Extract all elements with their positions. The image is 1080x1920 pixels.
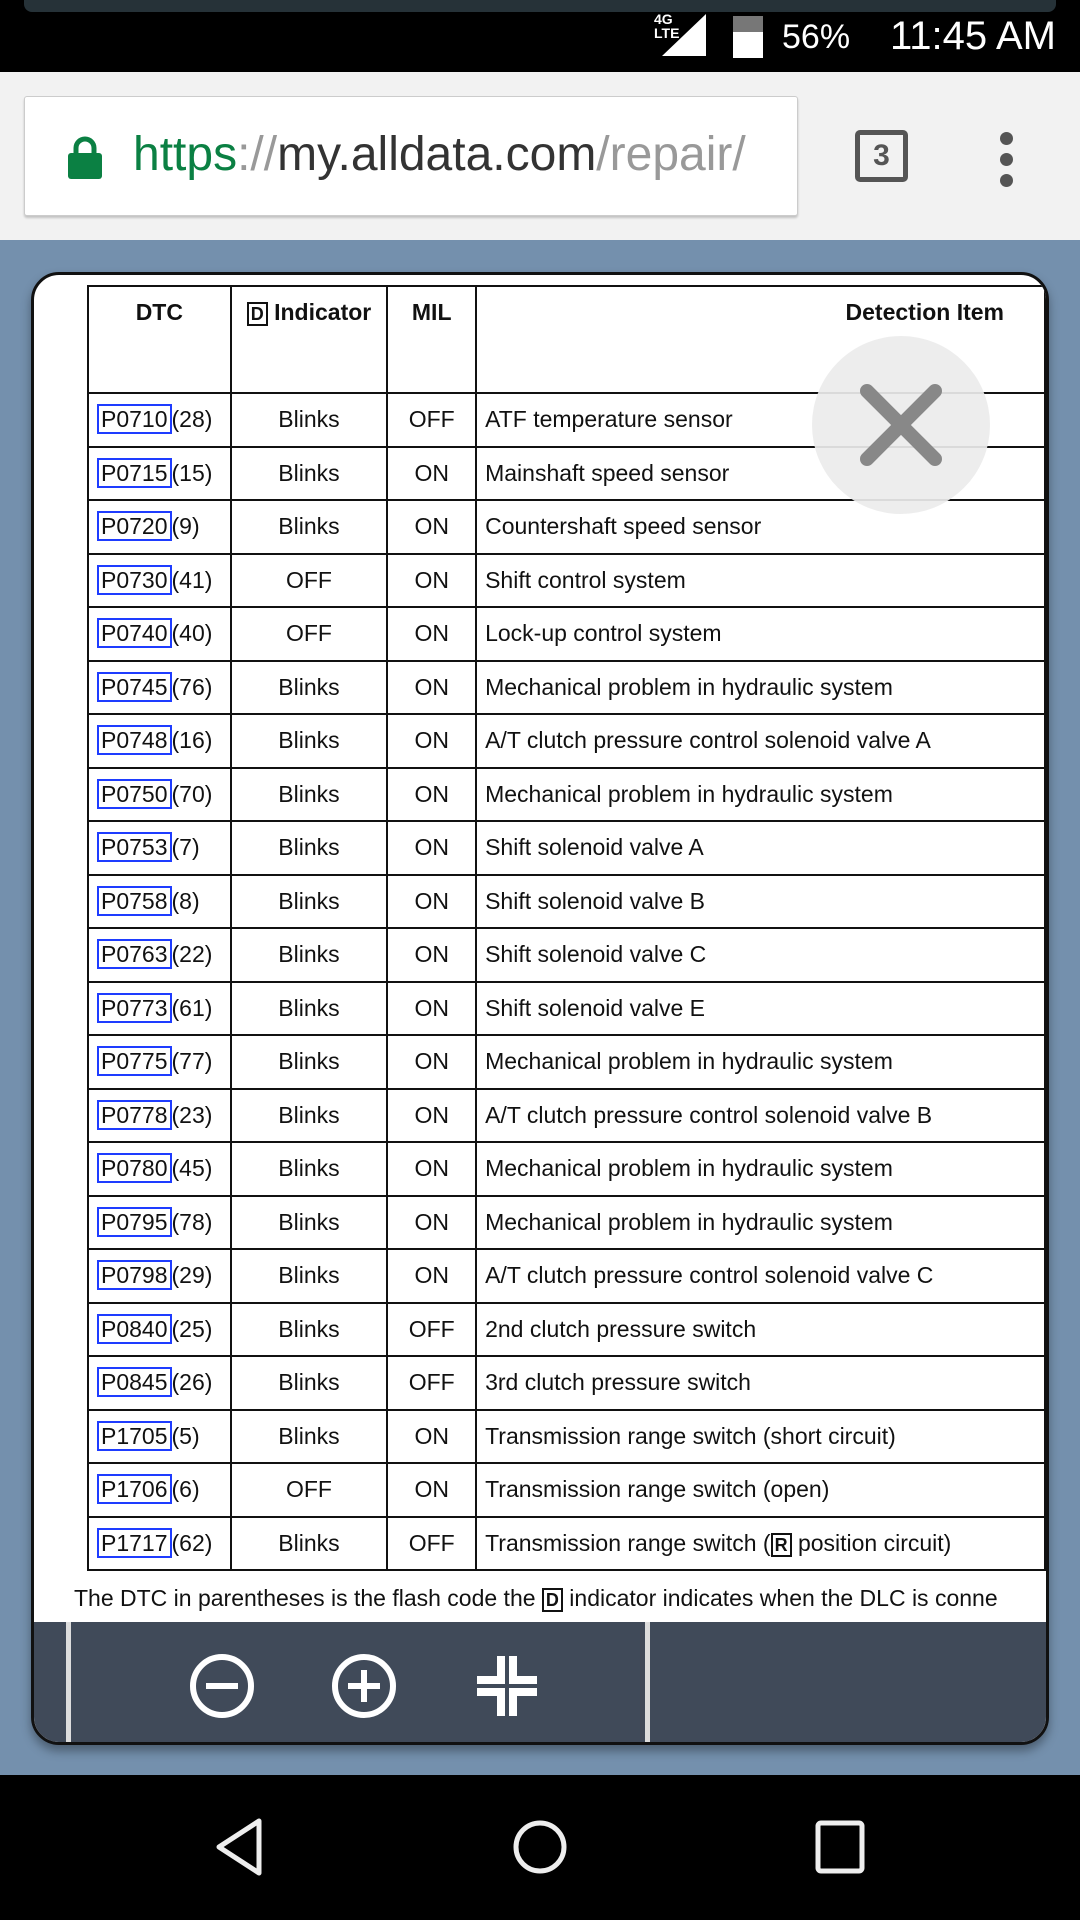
detection-item-text: Lock-up control system — [485, 620, 722, 647]
detection-item-cell — [476, 768, 1045, 822]
detection-item-text: ATF temperature sensor — [485, 406, 733, 433]
mil-cell: OFF — [387, 1356, 476, 1410]
dtc-cell — [88, 1035, 231, 1089]
url-path: /repair/ — [596, 128, 746, 181]
url-text[interactable] — [133, 127, 783, 182]
detection-item-cell — [476, 607, 1045, 661]
flash-code: (7) — [171, 834, 200, 861]
indicator-cell: Blinks — [231, 1196, 388, 1250]
detection-item-cell — [476, 714, 1045, 768]
detection-item-text: Mainshaft speed sensor — [485, 459, 730, 486]
toolbar-divider — [645, 1622, 650, 1745]
lock-icon — [67, 135, 103, 179]
flash-code: (26) — [171, 1369, 213, 1396]
indicator-cell: Blinks — [231, 1142, 388, 1196]
detection-item-text: Mechanical problem in hydraulic system — [485, 780, 893, 807]
navigation-bar — [0, 1775, 1080, 1920]
dtc-cell — [88, 393, 231, 447]
mil-cell: ON — [387, 1463, 476, 1517]
table-row — [88, 1410, 1045, 1464]
table-row — [88, 1463, 1045, 1517]
detection-item-text-end: position circuit) — [791, 1529, 952, 1556]
flash-code: (78) — [171, 1208, 213, 1235]
dtc-code-link[interactable]: P0780 — [97, 1153, 172, 1183]
status-bar — [0, 0, 1080, 72]
detection-item-text: Transmission range switch (open) — [485, 1476, 830, 1503]
indicator-cell: Blinks — [231, 1249, 388, 1303]
flash-code: (28) — [171, 406, 213, 433]
flash-code: (5) — [171, 1422, 200, 1449]
dtc-code-link[interactable]: P0795 — [97, 1207, 172, 1237]
detection-item-text: Transmission range switch ( — [485, 1529, 771, 1556]
dtc-code-link[interactable]: P0845 — [97, 1367, 172, 1397]
dtc-cell — [88, 821, 231, 875]
indicator-cell: Blinks — [231, 661, 388, 715]
dtc-cell — [88, 1356, 231, 1410]
mil-cell: ON — [387, 1196, 476, 1250]
table-row — [88, 1517, 1045, 1571]
detection-item-text: A/T clutch pressure control solenoid valve C — [485, 1262, 934, 1289]
flash-code: (6) — [171, 1476, 200, 1503]
d-indicator-box: D — [247, 302, 268, 326]
detection-item-cell — [476, 875, 1045, 929]
dtc-code-link[interactable]: P0730 — [97, 565, 172, 595]
detection-item-text: Shift solenoid valve A — [485, 834, 704, 861]
dtc-code-link[interactable]: P0715 — [97, 458, 172, 488]
flash-code: (29) — [171, 1262, 213, 1289]
dtc-code-link[interactable]: P0750 — [97, 779, 172, 809]
zoom-in-icon[interactable] — [330, 1652, 398, 1720]
battery-icon — [733, 16, 763, 58]
flash-code: (76) — [171, 673, 213, 700]
mil-cell: ON — [387, 554, 476, 608]
flash-code: (23) — [171, 1101, 213, 1128]
detection-item-cell — [476, 1410, 1045, 1464]
footnote — [74, 1585, 998, 1612]
dtc-cell — [88, 714, 231, 768]
footnote-text-end: indicator indicates when the DLC is conne — [562, 1585, 998, 1611]
flash-code: (25) — [171, 1315, 213, 1342]
dtc-cell — [88, 875, 231, 929]
url-host: my.alldata.com — [277, 128, 597, 181]
dtc-cell — [88, 1196, 231, 1250]
detection-item-cell — [476, 982, 1045, 1036]
mil-cell: ON — [387, 500, 476, 554]
close-button[interactable] — [812, 336, 990, 514]
indicator-cell: Blinks — [231, 1410, 388, 1464]
detection-item-text: Shift solenoid valve C — [485, 941, 707, 968]
detection-item-cell — [476, 1089, 1045, 1143]
zoom-toolbar — [34, 1622, 1049, 1745]
detection-item-cell — [476, 1249, 1045, 1303]
toolbar-divider — [66, 1622, 71, 1745]
dtc-code-link[interactable]: P0748 — [97, 725, 172, 755]
home-icon[interactable] — [508, 1815, 572, 1879]
header-detection-item: Detection Item — [476, 286, 1045, 393]
network-type: 4G LTE — [654, 11, 680, 41]
flash-code: (22) — [171, 941, 213, 968]
dtc-cell — [88, 1463, 231, 1517]
dtc-code-link[interactable]: P0775 — [97, 1046, 172, 1076]
tab-switcher-button[interactable]: 3 — [855, 130, 908, 182]
table-row — [88, 1356, 1045, 1410]
address-bar[interactable] — [24, 96, 798, 216]
table-row — [88, 714, 1045, 768]
flash-code: (77) — [171, 1048, 213, 1075]
detection-item-cell — [476, 554, 1045, 608]
dtc-cell — [88, 554, 231, 608]
dtc-code-link[interactable]: P0740 — [97, 618, 172, 648]
detection-item-cell — [476, 1463, 1045, 1517]
dtc-cell — [88, 661, 231, 715]
detection-item-cell — [476, 1142, 1045, 1196]
indicator-cell: Blinks — [231, 1303, 388, 1357]
mil-cell: ON — [387, 1410, 476, 1464]
notification-strip — [24, 0, 1056, 12]
dtc-cell — [88, 768, 231, 822]
dtc-cell — [88, 982, 231, 1036]
dtc-cell — [88, 1089, 231, 1143]
detection-item-text: Mechanical problem in hydraulic system — [485, 1048, 893, 1075]
table-row — [88, 875, 1045, 929]
indicator-cell: Blinks — [231, 875, 388, 929]
mil-cell: ON — [387, 1142, 476, 1196]
indicator-cell: OFF — [231, 554, 388, 608]
mil-cell: ON — [387, 768, 476, 822]
detection-item-cell — [476, 1356, 1045, 1410]
dtc-code-link[interactable]: P0773 — [97, 993, 172, 1023]
flash-code: (8) — [171, 887, 200, 914]
clock: 11:45 AM — [889, 14, 1056, 58]
dtc-code-link[interactable]: P0798 — [97, 1260, 172, 1290]
detection-item-text: A/T clutch pressure control solenoid valve B — [485, 1101, 933, 1128]
flash-code: (61) — [171, 994, 213, 1021]
footnote-text: The DTC in parentheses is the flash code the — [74, 1585, 542, 1611]
table-row — [88, 1196, 1045, 1250]
dtc-code-link[interactable]: P0753 — [97, 832, 172, 862]
dtc-cell — [88, 928, 231, 982]
detection-item-cell — [476, 1196, 1045, 1250]
overflow-menu-icon[interactable] — [1000, 132, 1020, 195]
dtc-cell — [88, 607, 231, 661]
indicator-cell: Blinks — [231, 447, 388, 501]
zoom-out-icon[interactable] — [188, 1652, 256, 1720]
header-indicator-label: Indicator — [274, 299, 372, 325]
indicator-cell: OFF — [231, 607, 388, 661]
mil-cell: OFF — [387, 1517, 476, 1571]
flash-code: (40) — [171, 620, 213, 647]
dtc-cell — [88, 1410, 231, 1464]
indicator-cell: Blinks — [231, 928, 388, 982]
browser-toolbar — [0, 72, 1080, 240]
detection-item-cell — [476, 1517, 1045, 1571]
table-row — [88, 1303, 1045, 1357]
dtc-code-link[interactable]: P0778 — [97, 1100, 172, 1130]
table-row — [88, 661, 1045, 715]
indicator-cell: Blinks — [231, 393, 388, 447]
detection-item-cell — [476, 661, 1045, 715]
mil-cell: ON — [387, 982, 476, 1036]
r-position-box: R — [771, 1533, 792, 1557]
table-row — [88, 1142, 1045, 1196]
detection-item-text: Shift control system — [485, 566, 686, 593]
dtc-code-link[interactable]: P0840 — [97, 1314, 172, 1344]
detection-item-text: 2nd clutch pressure switch — [485, 1315, 757, 1342]
signal-icon — [662, 14, 706, 56]
detection-item-cell — [476, 1035, 1045, 1089]
table-row — [88, 928, 1045, 982]
indicator-cell: Blinks — [231, 1035, 388, 1089]
flash-code: (45) — [171, 1155, 213, 1182]
mil-cell: ON — [387, 447, 476, 501]
header-mil: MIL — [387, 286, 476, 393]
flash-code: (16) — [171, 727, 213, 754]
flash-code: (62) — [171, 1529, 213, 1556]
detection-item-cell — [476, 928, 1045, 982]
indicator-cell: Blinks — [231, 500, 388, 554]
dtc-code-link[interactable]: P0710 — [97, 404, 172, 434]
detection-item-text: Mechanical problem in hydraulic system — [485, 1208, 893, 1235]
dtc-cell — [88, 1303, 231, 1357]
indicator-cell: Blinks — [231, 982, 388, 1036]
mil-cell: ON — [387, 1249, 476, 1303]
mil-cell: ON — [387, 1089, 476, 1143]
dtc-cell — [88, 1517, 231, 1571]
d-indicator-box: D — [542, 1588, 563, 1612]
exit-fullscreen-icon[interactable] — [473, 1652, 541, 1720]
detection-item-text: Shift solenoid valve E — [485, 994, 705, 1021]
header-dtc: DTC — [88, 286, 231, 393]
dtc-code-link[interactable]: P0720 — [97, 511, 172, 541]
dtc-code-link[interactable]: P0763 — [97, 939, 172, 969]
indicator-cell: OFF — [231, 1463, 388, 1517]
recents-icon[interactable] — [808, 1815, 872, 1879]
mil-cell: OFF — [387, 393, 476, 447]
mil-cell: ON — [387, 875, 476, 929]
detection-item-text: Countershaft speed sensor — [485, 513, 762, 540]
indicator-cell: Blinks — [231, 1089, 388, 1143]
table-row — [88, 1035, 1045, 1089]
mil-cell: ON — [387, 661, 476, 715]
table-row — [88, 554, 1045, 608]
flash-code: (70) — [171, 780, 213, 807]
mil-cell: ON — [387, 607, 476, 661]
indicator-cell: Blinks — [231, 821, 388, 875]
table-row — [88, 1249, 1045, 1303]
table-row — [88, 607, 1045, 661]
detection-item-text: Transmission range switch (short circuit) — [485, 1422, 896, 1449]
image-viewer — [31, 272, 1049, 1745]
indicator-cell: Blinks — [231, 714, 388, 768]
detection-item-text: A/T clutch pressure control solenoid valve A — [485, 727, 931, 754]
dtc-code-link[interactable]: P1717 — [97, 1528, 172, 1558]
indicator-cell: Blinks — [231, 1517, 388, 1571]
indicator-cell: Blinks — [231, 768, 388, 822]
mil-cell: ON — [387, 1035, 476, 1089]
dtc-cell — [88, 447, 231, 501]
dtc-cell — [88, 1142, 231, 1196]
table-row — [88, 768, 1045, 822]
detection-item-cell — [476, 1303, 1045, 1357]
table-row — [88, 1089, 1045, 1143]
url-separator: :// — [237, 128, 278, 181]
detection-item-text: Mechanical problem in hydraulic system — [485, 673, 893, 700]
flash-code: (15) — [171, 459, 213, 486]
flash-code: (41) — [171, 566, 213, 593]
mil-cell: ON — [387, 928, 476, 982]
dtc-code-link[interactable]: P0745 — [97, 672, 172, 702]
dtc-cell — [88, 1249, 231, 1303]
detection-item-text: 3rd clutch pressure switch — [485, 1369, 751, 1396]
mil-cell: ON — [387, 714, 476, 768]
indicator-cell: Blinks — [231, 1356, 388, 1410]
table-row — [88, 982, 1045, 1036]
close-icon — [812, 336, 990, 514]
battery-percent: 56% — [782, 18, 851, 56]
detection-item-text: Mechanical problem in hydraulic system — [485, 1155, 893, 1182]
dtc-cell — [88, 500, 231, 554]
back-icon[interactable] — [209, 1815, 273, 1879]
mil-cell: OFF — [387, 1303, 476, 1357]
dtc-code-link[interactable]: P1706 — [97, 1474, 172, 1504]
detection-item-text: Shift solenoid valve B — [485, 887, 705, 914]
mil-cell: ON — [387, 821, 476, 875]
table-row — [88, 821, 1045, 875]
dtc-code-link[interactable]: P0758 — [97, 886, 172, 916]
dtc-code-link[interactable]: P1705 — [97, 1421, 172, 1451]
flash-code: (9) — [171, 513, 200, 540]
url-scheme: https — [133, 128, 238, 181]
detection-item-cell — [476, 821, 1045, 875]
header-indicator — [231, 286, 388, 393]
